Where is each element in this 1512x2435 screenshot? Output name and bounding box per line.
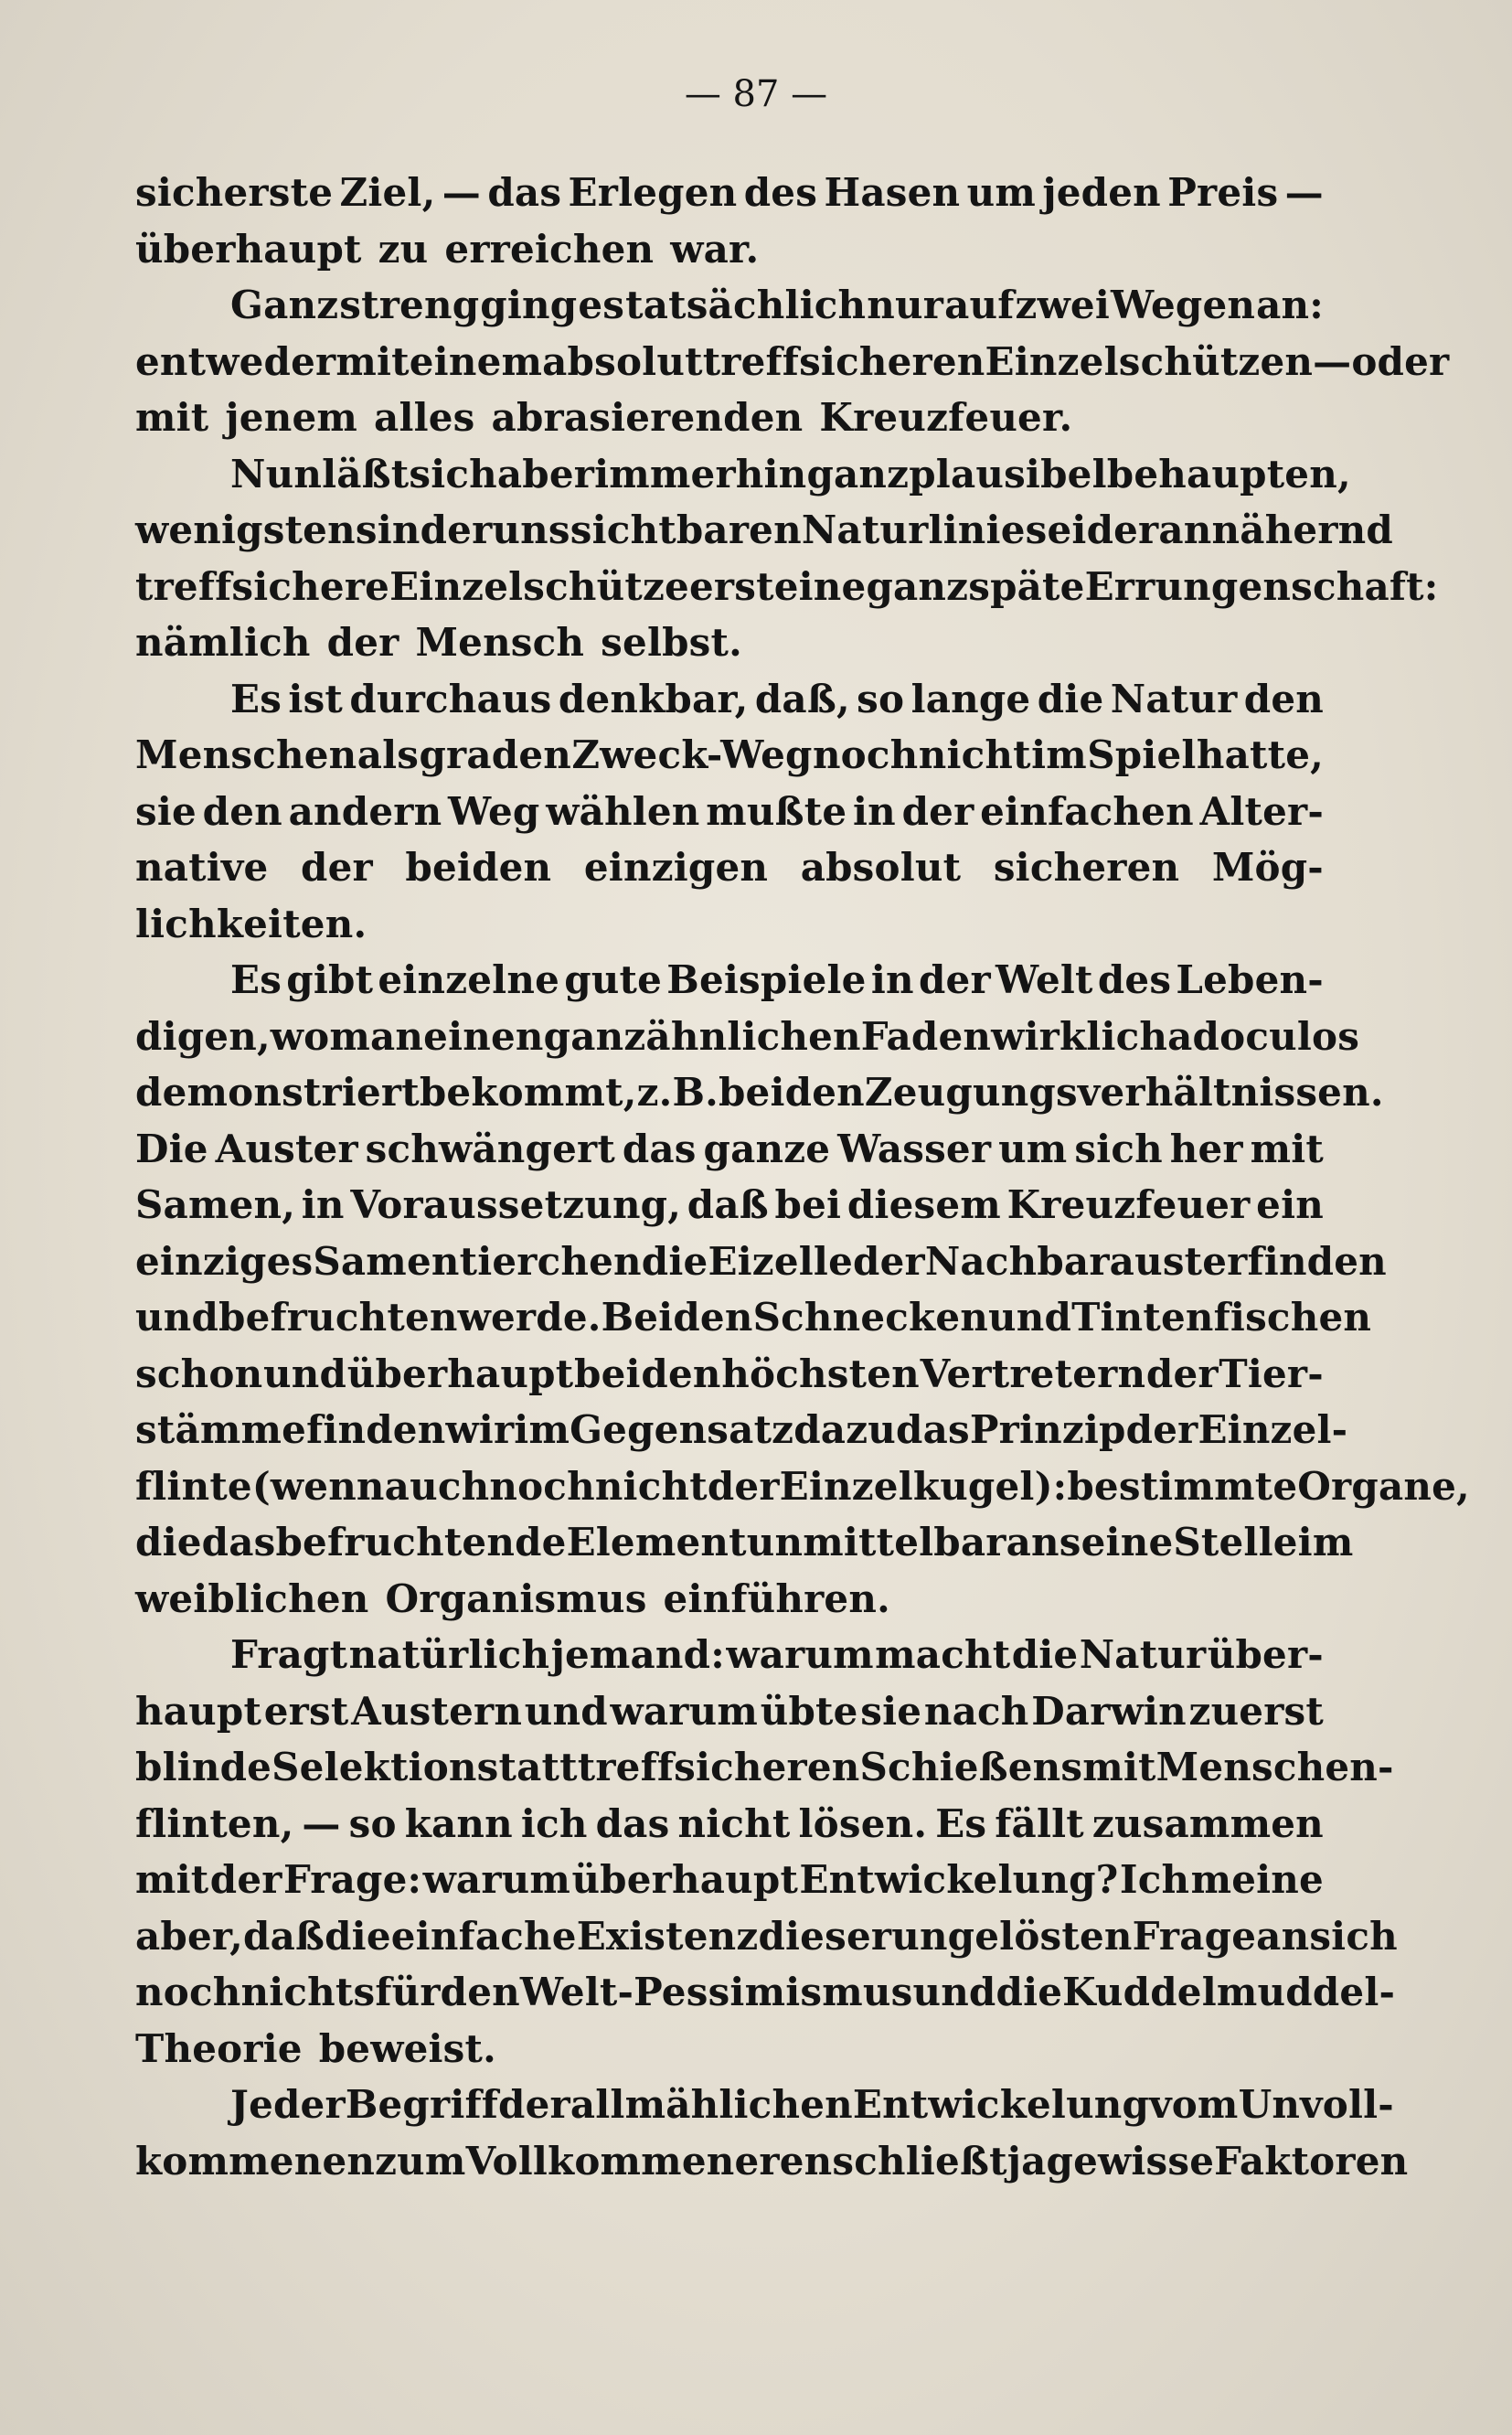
text-line: entweder mit einem absolut treffsicheren Einzelschützen — oder bbox=[135, 338, 1450, 384]
text-line: flinte (wenn auch noch nicht der Einzelkugel): bestimmte Organe, bbox=[135, 1463, 1470, 1509]
text-line: aber, daß die einfache Existenz dieser ungelösten Frage an sich bbox=[135, 1913, 1398, 1959]
text-line: blinde Selektion statt treffsicheren Schießens mit Menschen- bbox=[135, 1745, 1394, 1790]
text-line: kommenen zum Vollkommeneren schließt ja gewisse Faktoren bbox=[135, 2138, 1409, 2184]
text-line: flinten, — so kann ich das nicht lösen. Es fällt zusammen bbox=[135, 1800, 1324, 1846]
body-text bbox=[135, 165, 1470, 2189]
text-line: Fragt natürlich jemand: warum macht die Natur über- bbox=[230, 1632, 1324, 1678]
text-line: weiblichen Organismus einführen. bbox=[135, 1575, 890, 1621]
text-line: schon und überhaupt bei den höchsten Vertretern der Tier- bbox=[135, 1351, 1324, 1396]
text-line: und befruchten werde. Bei den Schnecken und Tintenfischen bbox=[135, 1295, 1372, 1340]
text-line: Es gibt einzelne gute Beispiele in der Welt des Leben- bbox=[230, 957, 1324, 1003]
text-line: einziges Samentierchen die Eizelle der Nachbarauster finden bbox=[135, 1238, 1387, 1284]
text-line: lichkeiten. bbox=[135, 901, 367, 946]
text-line: demonstriert bekommt, z. B. bei den Zeugungsverhältnissen. bbox=[135, 1070, 1384, 1116]
text-line: sicherste Ziel, — das Erlegen des Hasen um jeden Preis — bbox=[135, 170, 1324, 216]
text-line: noch nichts für den Welt-Pessimismus und die Kuddelmuddel- bbox=[135, 1970, 1396, 2015]
text-line: mit der Frage: warum überhaupt Entwickelung? Ich meine bbox=[135, 1857, 1324, 1903]
text-line: native der beiden einzigen absolut sicheren Mög- bbox=[135, 845, 1324, 891]
text-line: Theorie beweist. bbox=[135, 2025, 496, 2071]
text-line: die das befruchtende Element unmittelbar an seine Stelle im bbox=[135, 1520, 1354, 1565]
text-line: stämme finden wir im Gegensatz dazu das Prinzip der Einzel- bbox=[135, 1407, 1348, 1453]
text-line: nämlich der Mensch selbst. bbox=[135, 620, 742, 666]
text-line: Die Auster schwängert das ganze Wasser um sich her mit bbox=[135, 1126, 1324, 1171]
text-line: digen, wo man einen ganz ähnlichen Faden wirklich ad oculos bbox=[135, 1013, 1360, 1059]
text-line: sie den andern Weg wählen mußte in der einfachen Alter- bbox=[135, 788, 1324, 834]
text-line: Es ist durchaus denkbar, daß, so lange die Natur den bbox=[230, 676, 1324, 721]
text-line: Menschen als graden Zweck-Weg noch nicht im Spiel hatte, bbox=[135, 732, 1324, 778]
text-line: treffsichere Einzelschütze erst eine ganz späte Errungenschaft: bbox=[135, 563, 1439, 609]
text-line: Jeder Begriff der allmählichen Entwickelung vom Unvoll- bbox=[230, 2082, 1394, 2128]
text-line: überhaupt zu erreichen war. bbox=[135, 226, 760, 272]
text-line: Ganz streng ging es tatsächlich nur auf zwei Wegen an: bbox=[230, 283, 1324, 328]
text-line: Nun läßt sich aber immerhin ganz plausibel behaupten, bbox=[230, 451, 1351, 497]
text-line: wenigstens in der uns sichtbaren Naturlinie sei der annähernd bbox=[135, 507, 1393, 553]
text-line: Samen, in Voraussetzung, daß bei diesem Kreuzfeuer ein bbox=[135, 1182, 1324, 1228]
page-number: — 87 — bbox=[684, 73, 828, 115]
text-line: mit jenem alles abrasierenden Kreuzfeuer. bbox=[135, 395, 1073, 441]
text-line: haupt erst Austern und warum übte sie nach Darwin zuerst bbox=[135, 1688, 1324, 1734]
